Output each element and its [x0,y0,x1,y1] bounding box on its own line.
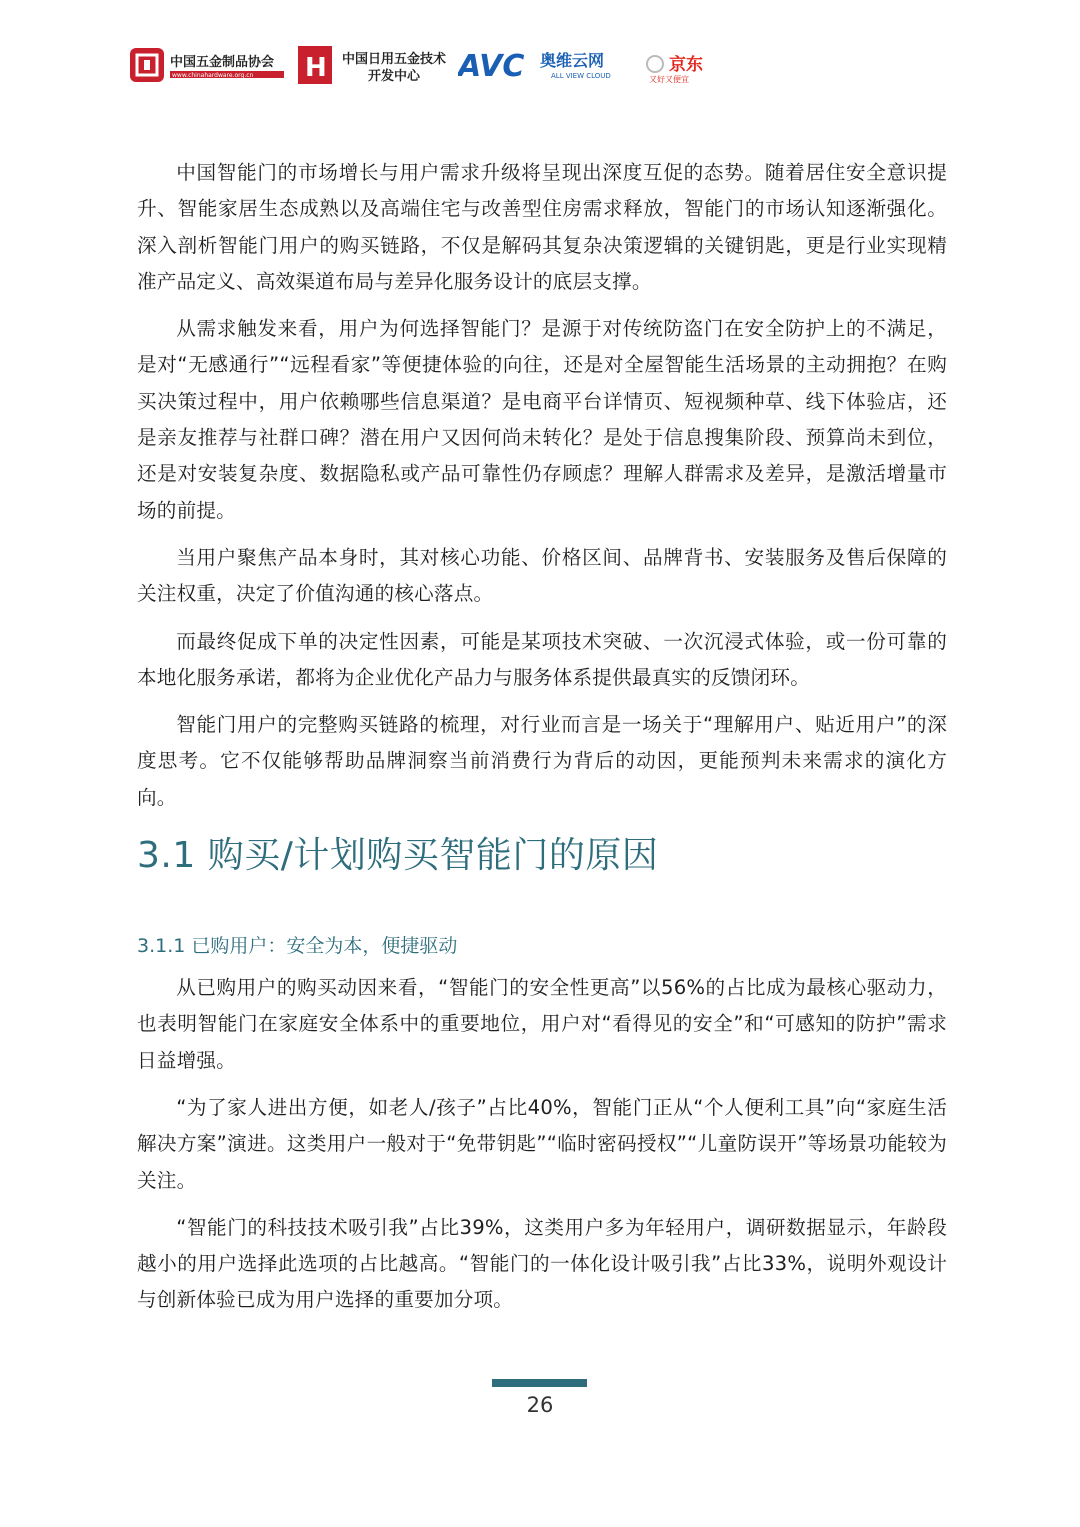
svg-text:中国日用五金技术: 中国日用五金技术 [342,52,447,67]
footer-accent-bar [492,1379,587,1387]
page-content [137,155,947,1330]
svg-text:中国五金制品协会: 中国五金制品协会 [170,55,275,70]
avc-logo [458,44,638,88]
svg-text:又好又便宜: 又好又便宜 [649,75,689,84]
svg-text:开发中心: 开发中心 [368,69,421,84]
intro-paragraph: 当用户聚焦产品本身时，其对核心功能、价格区间、品牌背书、安装服务及售后保障的关注权重，决定了价值沟通的核心落点。 [137,545,947,606]
jd-logo [643,44,733,88]
body-paragraph: 从已购用户的购买动因来看，“智能门的安全性更高”以56%的占比成为最核心驱动力，也表明智能门在家庭安全体系中的重要地位，用户对“看得见的安全”和“可感知的防护”需求日益增强。 [137,976,947,1072]
body-paragraph: “智能门的科技技术吸引我”占比39%，这类用户多为年轻用户，调研数据显示，年龄段越小的用户选择此选项的占比越高。“智能门的一体化设计吸引我”占比33%，说明外观设计与创新体验已成为用户选择的重要加分项。 [137,1215,947,1312]
svg-text:ALL VIEW CLOUD: ALL VIEW CLOUD [551,72,611,80]
intro-paragraph: 从需求触发来看，用户为何选择智能门？是源于对传统防盗门在安全防护上的不满足，是对“无感通行”“远程看家”等便捷体验的向往，还是对全屋智能生活场景的主动拥抱？在购买决策过程中，用户依赖哪些信息渠道？是电商平台详情页、短视频种草、线下体验店，还是亲友推荐与社群口碑？潜在用户又因何尚未转化？是处于信息搜集阶段、预算尚未到位，还是对安装复杂度、数据隐私或产品可靠性仍存顾虑？理解人群需求及差异，是激活增量市场的前提。 [137,317,947,522]
intro-paragraph: 而最终促成下单的决定性因素，可能是某项技术突破、一次沉浸式体验，或一份可靠的本地化服务承诺，都将为企业优化产品力与服务体系提供最真实的反馈闭环。 [137,629,947,689]
cnha-logo [128,44,288,88]
svg-text:www.chinahardware.org.cn: www.chinahardware.org.cn [172,72,254,79]
subsection-title: 3.1.1 已购用户：安全为本，便捷驱动 [137,935,458,958]
body-paragraph: “为了家人进出方便，如老人/孩子”占比40%，智能门正从“个人便利工具”向“家庭生活解决方案”演进。这类用户一般对于“免带钥匙”“临时密码授权”“儿童防误开”等场景功能较为关注。 [137,1095,947,1192]
header-logos [128,44,728,88]
svg-text:京东: 京东 [669,55,703,75]
svg-text:H: H [305,53,327,83]
intro-paragraph: 中国智能门的市场增长与用户需求升级将呈现出深度互促的态势。随着居住安全意识提升、智能家居生态成熟以及高端住宅与改善型住房需求释放，智能门的市场认知逐渐强化。深入剖析智能门用户的购买链路，不仅是解码其复杂决策逻辑的关键钥匙，更是行业实现精准产品定义、高效渠道布局与差异化服务设计的底层支撑。 [137,161,947,293]
svg-text:奥维云网: 奥维云网 [540,51,605,70]
section-title: 3.1 购买/计划购买智能门的原因 [137,835,659,877]
page-number: 26 [526,1393,554,1417]
intro-paragraph: 智能门用户的完整购买链路的梳理，对行业而言是一场关于“理解用户、贴近用户”的深度思考。它不仅能够帮助品牌洞察当前消费行为背后的动因，更能预判未来需求的演化方向。 [137,713,947,809]
hardware-tech-center-logo [298,44,458,88]
svg-text:AVC: AVC [458,49,525,84]
